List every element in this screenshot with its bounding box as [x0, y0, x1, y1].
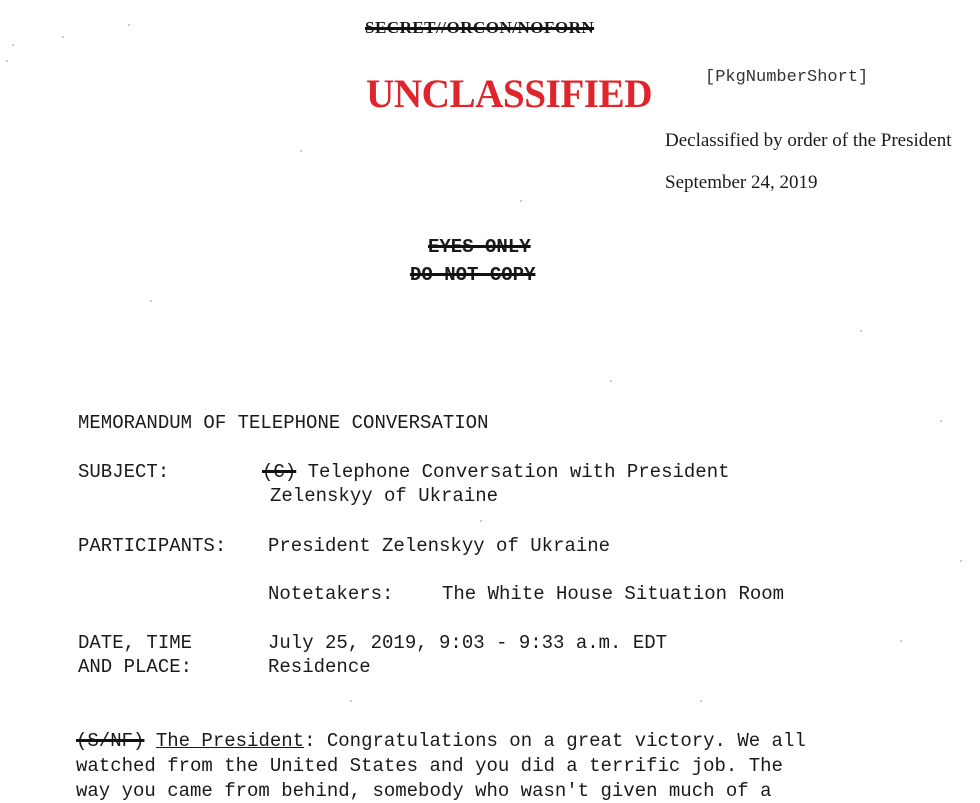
body-line-1: [76, 730, 806, 752]
date-label-line-2: AND PLACE:: [78, 656, 193, 678]
subject-text-1: Telephone Conversation with President: [307, 461, 730, 483]
subject-line-2: Zelenskyy of Ukraine: [270, 485, 499, 507]
notetakers-value: The White House Situation Room: [442, 583, 785, 605]
subject-label: SUBJECT:: [78, 461, 170, 483]
unclassified-stamp: UNCLASSIFIED: [366, 71, 653, 116]
body-line-2: watched from the United States and you did a terrific job. The: [76, 755, 783, 777]
declassification-notice: Declassified by order of the President: [665, 130, 952, 151]
speaker-name: The President: [155, 730, 305, 752]
body-struck-marking: (S/NF): [76, 730, 145, 752]
notetakers-label: Notetakers:: [268, 583, 394, 605]
body-line-3: way you came from behind, somebody who wasn't given much of a: [76, 780, 772, 802]
package-number: [PkgNumberShort]: [705, 68, 869, 87]
body-line-1-text: : Congratulations on a great victory. We all: [304, 730, 806, 752]
struck-eyes-only: EYES ONLY: [428, 236, 531, 258]
date-time-value: July 25, 2019, 9:03 - 9:33 a.m. EDT: [268, 632, 668, 654]
place-value: Residence: [268, 656, 371, 678]
participants-value: President Zelenskyy of Ukraine: [268, 535, 611, 557]
participants-label: PARTICIPANTS:: [78, 535, 227, 557]
declassification-date: September 24, 2019: [665, 172, 818, 193]
subject-struck-marking: (C): [262, 461, 297, 483]
memo-title: MEMORANDUM OF TELEPHONE CONVERSATION: [78, 412, 489, 434]
date-label-line-1: DATE, TIME: [78, 632, 193, 654]
struck-do-not-copy: DO NOT COPY: [410, 264, 536, 286]
subject-line-1: [262, 461, 730, 483]
struck-classification-header: SECRET//ORCON/NOFORN: [365, 18, 595, 37]
